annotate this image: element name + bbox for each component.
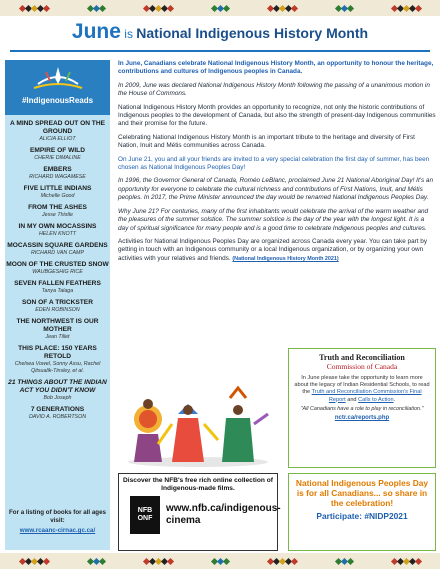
book-entry	[5, 147, 110, 162]
history-paragraph: In 2009, June was declared National Indigenous History Month following the passing of a unanimous motion in the House of Commons.	[118, 81, 430, 98]
bead-motif	[88, 559, 105, 564]
solstice-paragraph: Why June 21? For centuries, many of the first inhabitants would celebrate the arrival of the warm weather and the pleasures of the summer solstice. The summer solstice is the day of the year with the longest light. It is a day of spiritual significance for many people and is a good time to celebrate Indigenous peoples and cultures.	[118, 207, 429, 232]
trc-calls-to-action-link[interactable]: Calls to Action	[358, 396, 394, 403]
nfb-promo-box	[118, 473, 281, 551]
powwow-dancers-image	[118, 384, 278, 468]
trc-subtitle: Commission of Canada	[326, 362, 398, 371]
bead-motif	[336, 6, 353, 11]
title-divider	[10, 50, 430, 52]
bead-motif	[392, 6, 421, 11]
bead-motif	[20, 559, 49, 564]
june21-paragraph: On June 21, you and all your friends are invited to a very special celebration the first day of summer, has been chosen as National Indigenous Peoples Day!	[118, 155, 430, 172]
book-entry	[5, 261, 110, 276]
dancers-photo	[118, 384, 278, 468]
book-author: Tanya Talaga	[41, 288, 74, 294]
book-author: RICHARD VAN CAMP	[31, 250, 84, 256]
nidp-heading: National Indigenous Peoples Day	[295, 478, 429, 488]
book-author: Jesse Thistle	[42, 212, 73, 218]
nfb-row	[122, 496, 281, 534]
book-author: DAVID A. ROBERTSON	[28, 414, 87, 420]
trc-body: In June please take the opportunity to learn more about the legacy of Indian Residential Schools, to read the Truth and Reconciliation Commission's Final Report and Calls to Action.	[294, 375, 430, 403]
bead-motif	[212, 559, 229, 564]
book-title: THE NORTHWEST IS OUR MOTHER	[16, 318, 99, 333]
proclamation-paragraph: In 1996, the Governor General of Canada, Roméo LeBlanc, proclaimed June 21 National Aboriginal Day! It's an opportunity for everyone to celebrate the cultural richness and contributions of First Nations, Inuit, and Métis peoples. In 2017, the Prime Minister announced the day would be renamed National Indigenous Peoples Day.	[118, 177, 434, 202]
nidp-hashtag: Participate: #NIDP2021	[316, 511, 408, 521]
trc-title: Truth and Reconciliation	[319, 353, 405, 362]
activities-text: Activities for National Indigenous Peoples Day are organized across Canada every year. You can take part by getting in touch with an Indigenous community or a local Indigenous organization, or by organizing your own activities with your relatives and friends.	[118, 237, 428, 262]
page-title	[0, 20, 440, 44]
nfb-heading: Discover the NFB's free rich online collection of Indigenous-made films.	[123, 477, 273, 492]
title-is: is	[120, 27, 137, 41]
trc-body-text: In June please take the opportunity to learn more about the legacy of Indian Residential Schools, to read the	[294, 375, 430, 396]
book-author: Chelsea Vowel, Sonny Assu, Rachel Qitsualik-Tinsley, et al.	[14, 361, 101, 374]
nfb-logo-top: NFB	[137, 507, 153, 514]
book-listing-note: For a listing of books for all ages visit:	[9, 509, 106, 524]
feather-book-icon	[28, 64, 88, 94]
book-entry	[5, 299, 110, 314]
book-entry	[5, 345, 110, 375]
bead-motif	[392, 559, 421, 564]
book-list	[5, 120, 110, 425]
book-title: EMBERS	[43, 166, 72, 173]
bead-motif	[144, 6, 173, 11]
bead-motif	[336, 559, 353, 564]
title-june: June	[71, 20, 121, 43]
book-entry	[5, 204, 110, 219]
book-title: EMPIRE OF WILD	[30, 147, 85, 154]
source-citation-link[interactable]: (National Indigenous History Month 2021)	[232, 255, 339, 262]
indigenous-reads-logo	[5, 60, 110, 115]
book-listing-footer	[5, 509, 110, 534]
book-title: IN MY OWN MOCASSINS	[18, 223, 97, 230]
book-author: WAUBGESHIG RICE	[32, 269, 83, 275]
nfb-logo-icon	[130, 496, 160, 534]
book-author: ALICIA ELLIOT	[39, 136, 76, 142]
trc-and-text: and	[345, 396, 359, 403]
title-rest: National Indigenous History Month	[136, 25, 369, 41]
book-title: FIVE LITTLE INDIANS	[23, 185, 92, 192]
book-entry	[5, 120, 110, 143]
trc-info-box	[288, 348, 436, 468]
trc-quote: "All Canadians have a role to play in reconciliation."	[300, 405, 424, 412]
tribute-paragraph: Celebrating National Indigenous History Month is an important tribute to the heritage and diversity of First Nation, Inuit and Métis communities across Canada.	[118, 133, 415, 150]
trc-final-report-link[interactable]: Truth and Reconciliation Commission's Final Report	[311, 389, 422, 403]
book-entry	[5, 406, 110, 421]
book-author: CHERIE DIMALINE	[34, 155, 81, 161]
bead-motif	[268, 559, 297, 564]
nidp-message: is for all Canadians... so share in the celebration!	[296, 488, 428, 508]
book-entry	[5, 166, 110, 181]
bead-motif	[268, 6, 297, 11]
reading-list-sidebar	[5, 60, 110, 550]
hashtag-label: #IndigenousReads	[21, 96, 94, 105]
book-author: HELEN KNOTT	[38, 231, 77, 237]
nfb-url-link[interactable]: www.nfb.ca/indigenous-cinema	[166, 503, 281, 526]
book-entry	[5, 242, 110, 257]
bead-motif	[144, 559, 173, 564]
book-title: SON OF A TRICKSTER	[22, 299, 93, 306]
book-title: 7 GENERATIONS	[30, 406, 85, 413]
book-author: EDEN ROBINSON	[35, 307, 80, 313]
nidp-callout-box	[288, 473, 436, 551]
book-entry	[5, 318, 110, 341]
intro-paragraph: In June, Canadians celebrate National Indigenous History Month, an opportunity to honour the heritage, contributions and cultures of Indigenous peoples in Canada.	[118, 60, 434, 76]
recognition-paragraph: National Indigenous History Month provides an opportunity to recognize, not only the historic contributions of Indigenous peoples to the development of Canada, but also the strength of present-day Indigenous communities and their promise for the future.	[118, 103, 436, 128]
bead-motif	[88, 6, 105, 11]
book-entry	[5, 185, 110, 200]
book-author: RICHARD WAGAMESE	[29, 174, 86, 180]
article-body	[118, 60, 436, 268]
book-entry	[5, 280, 110, 295]
book-author: Michelle Good	[40, 193, 75, 199]
book-title: 21 THINGS ABOUT THE INDIAN ACT YOU DIDN'T KNOW	[8, 379, 107, 394]
book-title: MOON OF THE CRUSTED SNOW	[6, 261, 109, 268]
bead-motif	[212, 6, 229, 11]
bead-motif	[20, 6, 49, 11]
book-entry	[5, 379, 110, 402]
book-author: Bob Joseph	[43, 395, 72, 401]
book-entry	[5, 223, 110, 238]
rcaanc-link[interactable]: www.rcaanc-cirnac.gc.ca/	[19, 527, 96, 534]
book-title: THIS PLACE: 150 YEARS RETOLD	[18, 345, 97, 360]
book-title: FROM THE ASHES	[28, 204, 87, 211]
book-title: MOCASSIN SQUARE GARDENS	[7, 242, 108, 249]
book-title: SEVEN FALLEN FEATHERS	[14, 280, 101, 287]
activities-paragraph	[118, 238, 436, 263]
book-title: A MIND SPREAD OUT ON THE GROUND	[9, 120, 105, 135]
book-author: Jean Tillet	[45, 334, 70, 340]
nctr-link[interactable]: nctr.ca/reports.php	[334, 414, 390, 421]
top-beaded-border	[0, 0, 440, 16]
nfb-logo-bottom: ONF	[137, 515, 153, 522]
bottom-beaded-border	[0, 553, 440, 569]
